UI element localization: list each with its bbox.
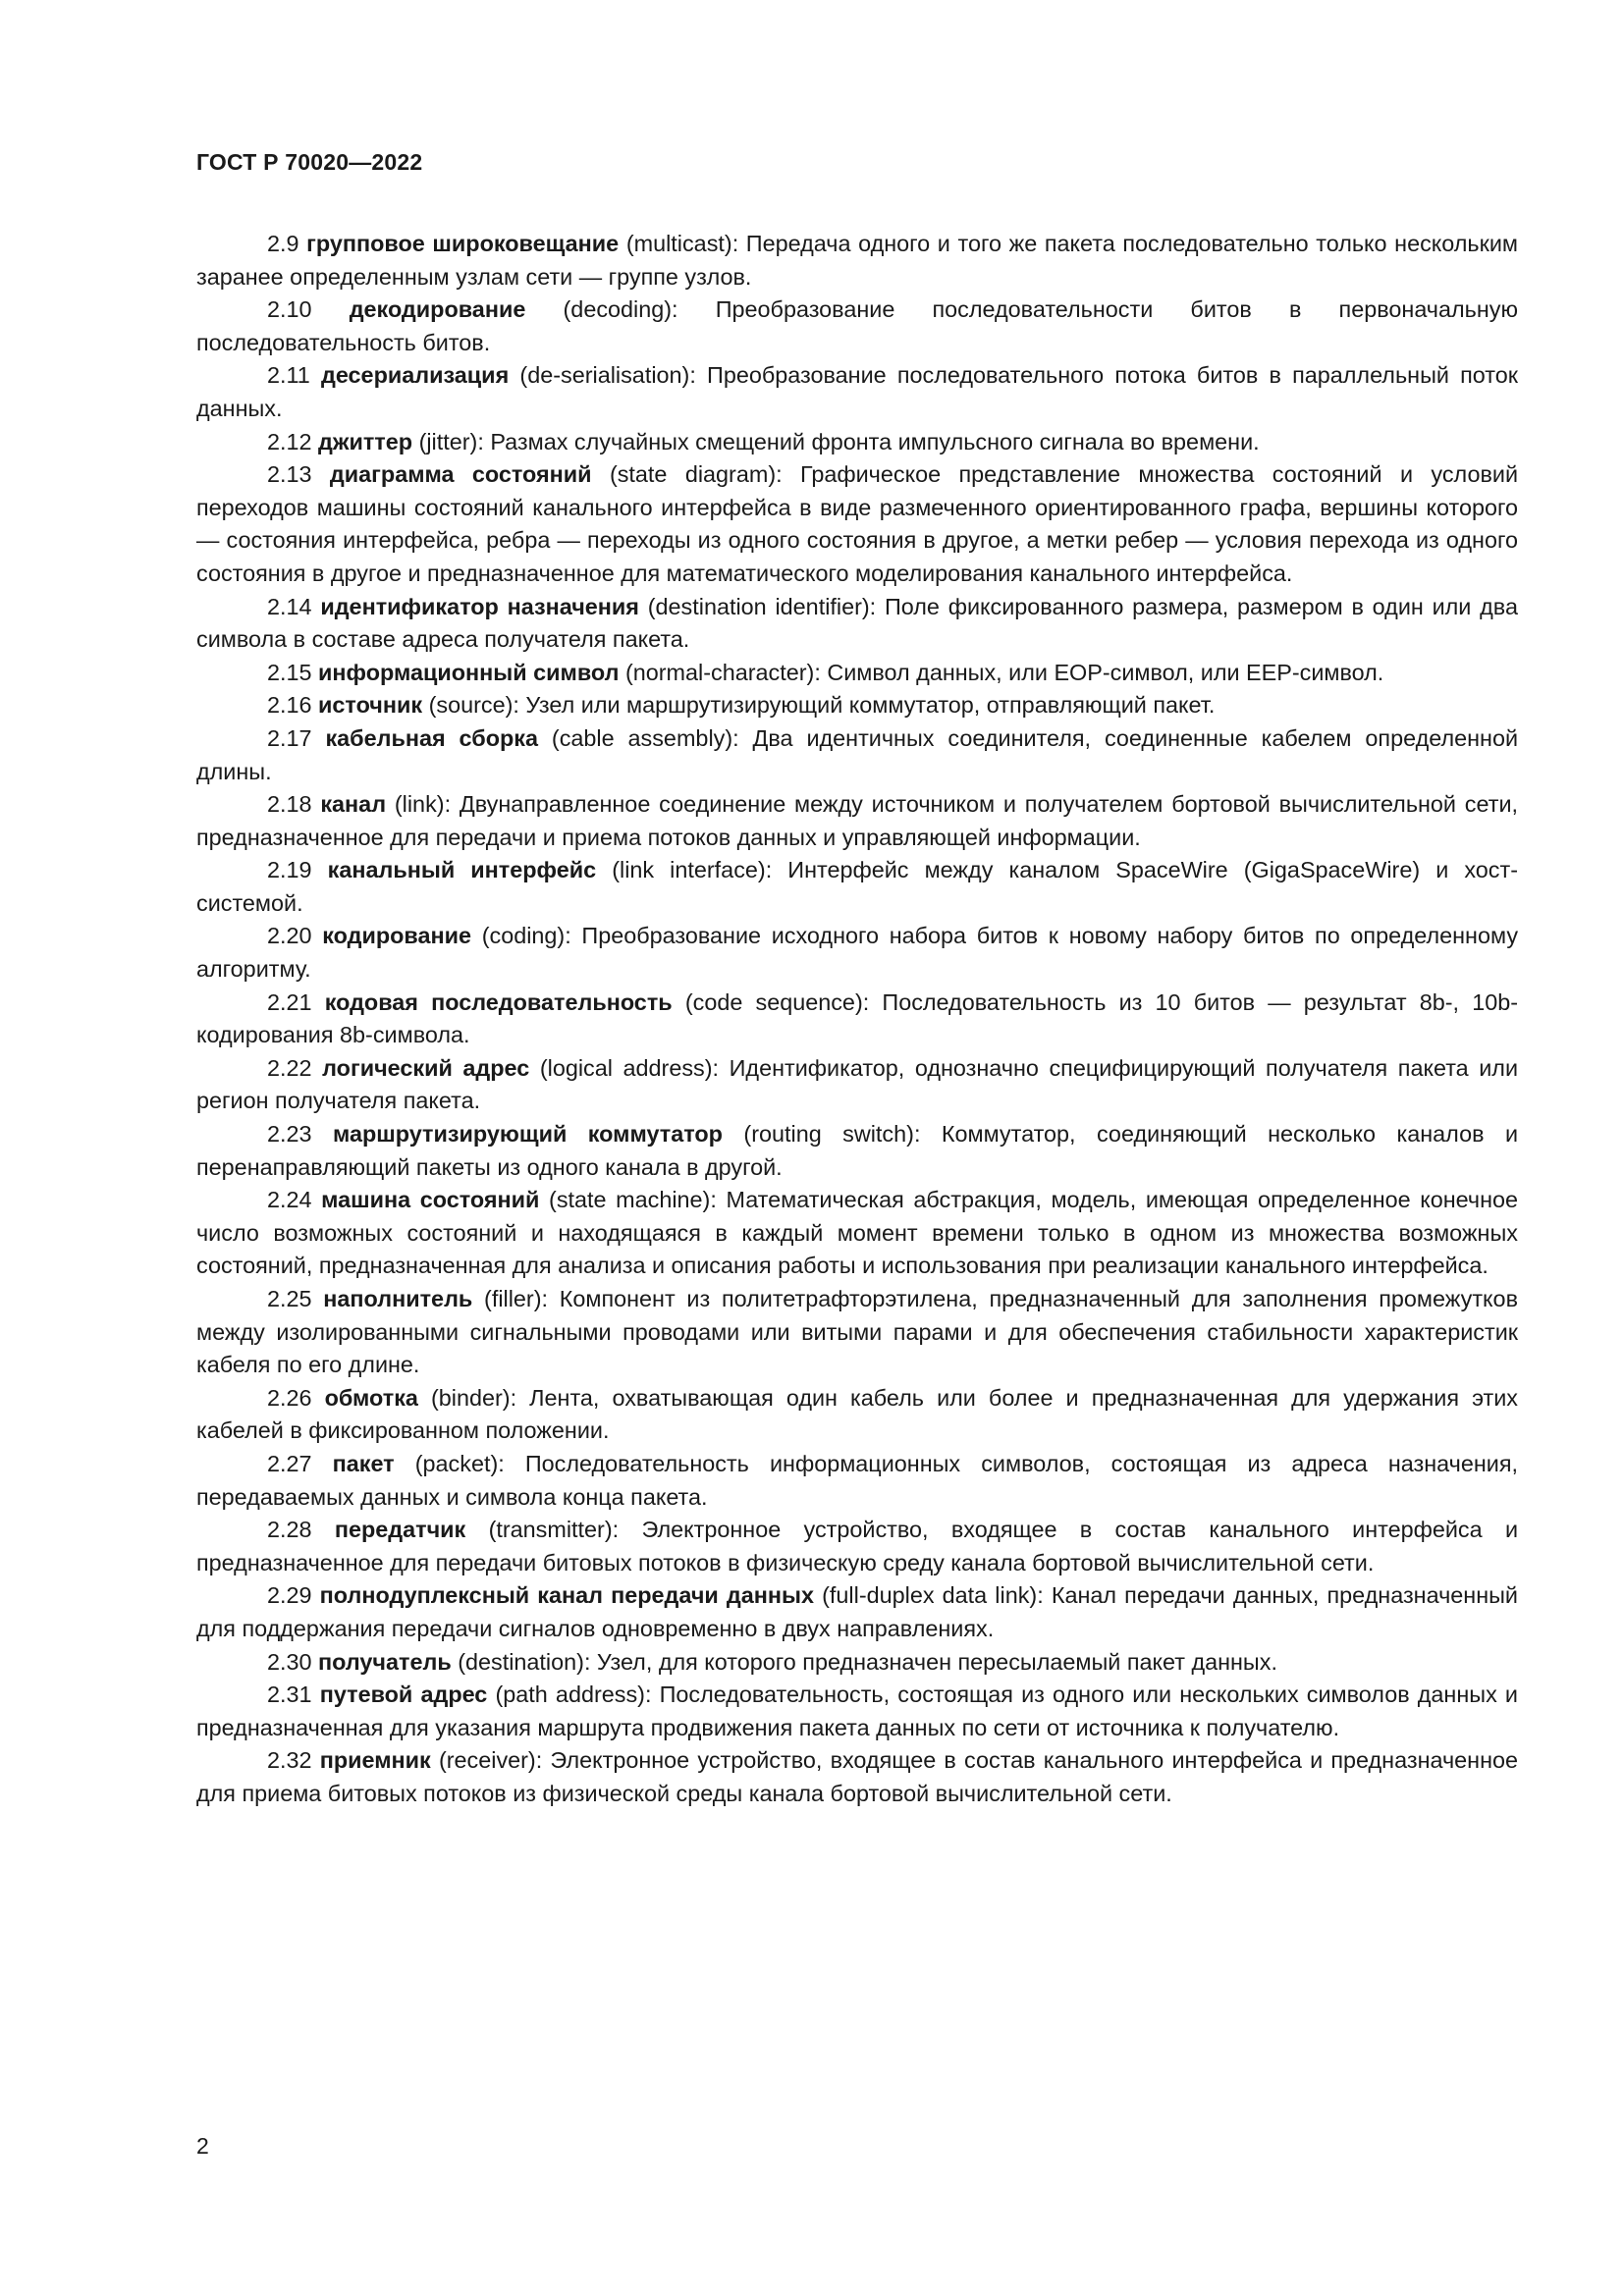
entry-number: 2.25 xyxy=(267,1286,312,1311)
entry-number: 2.24 xyxy=(267,1187,312,1213)
entry-definition: : Преобразование последовательности битов в первоначальную последовательность битов. xyxy=(196,296,1518,355)
entry-number: 2.20 xyxy=(267,923,312,949)
entry-term: джиттер xyxy=(318,428,413,454)
entry-definition: : Размах случайных смещений фронта импульсного сигнала во времени. xyxy=(477,428,1260,454)
entry-number: 2.29 xyxy=(267,1582,312,1609)
entry-definition: : Узел или маршрутизирующий коммутатор, отправляющий пакет. xyxy=(513,692,1216,719)
entry-definition: : Два идентичных соединителя, соединенные кабелем определенной длины. xyxy=(196,724,1519,784)
definition-entry xyxy=(196,1118,1518,1184)
page-header: ГОСТ Р 70020—2022 xyxy=(196,149,423,175)
entry-term: десериализация xyxy=(321,362,510,389)
entry-english-term: (source) xyxy=(428,692,514,719)
entry-term: декодирование xyxy=(349,296,526,323)
entry-english-term: (packet) xyxy=(414,1450,499,1476)
entry-term: кодовая последовательность xyxy=(324,988,673,1015)
entry-english-term: (routing switch) xyxy=(743,1121,914,1148)
entry-number: 2.31 xyxy=(267,1682,312,1708)
entry-english-term: (full-duplex data link) xyxy=(822,1582,1038,1609)
entry-number: 2.19 xyxy=(267,857,312,883)
entry-term: пакет xyxy=(332,1450,395,1476)
entry-english-term: (normal-character) xyxy=(624,659,815,685)
entry-definition: : Графическое представление множества состояний и условий переходов машины состояний канального интерфейса в виде размеченного ориентированного графа, вершины которого — состояния интерфейса, ребра — переходы из одного состояния в другое, а метки ребер — условия перехода из одного состояния в другое и предназначенное для математического моделирования канального интерфейса. xyxy=(196,461,1519,586)
entry-term: источник xyxy=(318,692,423,719)
definition-entry xyxy=(196,359,1518,425)
page-number: 2 xyxy=(196,2133,209,2159)
entry-english-term: (logical address) xyxy=(539,1054,713,1081)
entry-english-term: (state diagram) xyxy=(609,461,777,488)
entry-definition: : Поле фиксированного размера, размером в один или два символа в составе адреса получателя пакета. xyxy=(196,593,1518,653)
entry-number: 2.10 xyxy=(267,296,312,323)
entry-english-term: (link) xyxy=(394,791,445,818)
definition-entry xyxy=(196,854,1518,920)
entry-number: 2.23 xyxy=(267,1121,312,1148)
entry-english-term: (destination) xyxy=(458,1648,584,1675)
definition-entry xyxy=(196,987,1518,1052)
entry-term: идентификатор назначения xyxy=(320,593,639,619)
entry-definition: : Преобразование последовательного потока битов в параллельный поток данных. xyxy=(196,362,1518,421)
entry-term: путевой адрес xyxy=(319,1682,488,1708)
entry-definition: : Лента, охватывающая один кабель или более и предназначенная для удержания этих кабелей в фиксированном положении. xyxy=(196,1384,1518,1444)
entry-number: 2.26 xyxy=(267,1384,312,1411)
entry-english-term: (de-serialisation) xyxy=(519,362,690,389)
definition-entry xyxy=(196,1579,1518,1645)
entry-english-term: (binder) xyxy=(431,1384,511,1411)
entry-definition: : Коммутатор, соединяющий несколько каналов и перенаправляющий пакеты из одного канала в другой. xyxy=(196,1121,1519,1180)
entry-number: 2.22 xyxy=(267,1054,312,1081)
entry-definition: : Компонент из политетрафторэтилена, предназначенный для заполнения промежутков между изолированными сигнальными проводами или витыми парами и для обеспечения стабильности характеристик кабеля по его длине. xyxy=(196,1286,1518,1378)
entry-english-term: (filler) xyxy=(484,1286,542,1311)
entry-number: 2.28 xyxy=(267,1517,312,1543)
entry-term: кодирование xyxy=(322,923,472,949)
entry-definition: : Канал передачи данных, предназначенный для поддержания передачи сигналов одновременно в двух направлениях. xyxy=(196,1582,1518,1641)
entry-number: 2.21 xyxy=(267,988,312,1015)
entry-definition: : Электронное устройство, входящее в состав канального интерфейса и предназначенное для приема битовых потоков из физической среды канала бортовой вычислительной сети. xyxy=(196,1747,1519,1806)
entry-definition: : Электронное устройство, входящее в состав канального интерфейса и предназначенное для передачи битовых потоков в физическую среду канала бортовой вычислительной сети. xyxy=(196,1517,1519,1575)
entry-definition: : Двунаправленное соединение между источником и получателем бортовой вычислительной сети, предназначенное для передачи и приема потоков данных и управляющей информации. xyxy=(196,791,1519,850)
definition-entry xyxy=(196,1448,1518,1514)
entry-definition: : Передача одного и того же пакета последовательно только нескольким заранее определенным узлам сети — группе узлов. xyxy=(196,231,1518,290)
entry-definition: : Преобразование исходного набора битов к новому набору битов по определенному алгоритму. xyxy=(196,923,1519,983)
entry-term: маршрутизирующий коммутатор xyxy=(332,1121,723,1148)
entry-english-term: (destination identifier) xyxy=(647,593,870,619)
definitions-list xyxy=(196,228,1518,1811)
entry-english-term: (transmitter) xyxy=(488,1517,613,1543)
definition-entry xyxy=(196,1679,1518,1744)
entry-definition: : Последовательность из 10 битов — результат 8b-, 10b-кодирования 8b-символа. xyxy=(196,988,1519,1048)
entry-number: 2.27 xyxy=(267,1450,312,1476)
definition-entry xyxy=(196,591,1518,657)
definition-entry xyxy=(196,458,1518,590)
entry-number: 2.14 xyxy=(267,593,312,619)
entry-english-term: (receiver) xyxy=(438,1747,536,1774)
entry-term: полнодуплексный канал передачи данных xyxy=(319,1582,815,1609)
entry-number: 2.32 xyxy=(267,1747,312,1774)
entry-number: 2.17 xyxy=(267,724,312,751)
entry-english-term: (coding) xyxy=(481,923,566,949)
definition-entry xyxy=(196,1052,1518,1118)
definition-entry xyxy=(196,1283,1518,1382)
definition-entry xyxy=(196,689,1518,722)
definition-entry xyxy=(196,657,1518,690)
entry-definition: : Символ данных, или EOP-символ, или EEP-символ. xyxy=(814,659,1384,685)
entry-number: 2.13 xyxy=(267,461,312,488)
entry-number: 2.16 xyxy=(267,692,312,719)
definition-entry xyxy=(196,426,1518,459)
entry-definition: : Идентификатор, однозначно специфицирующий получателя пакета или регион получателя пакета. xyxy=(196,1054,1519,1114)
entry-english-term: (jitter) xyxy=(418,428,478,454)
entry-definition: : Математическая абстракция, модель, имеющая определенное конечное число возможных состояний и находящаяся в каждый момент времени только в одном из множества возможных состояний, предназначенная для анализа и описания работы и использования при реализации канального интерфейса. xyxy=(196,1187,1519,1279)
entry-term: кабельная сборка xyxy=(325,724,538,751)
entry-number: 2.18 xyxy=(267,791,312,818)
entry-term: диаграмма состояний xyxy=(329,461,592,488)
entry-english-term: (link interface) xyxy=(612,857,766,883)
entry-term: групповое широковещание xyxy=(306,231,620,256)
entry-english-term: (cable assembly) xyxy=(551,724,733,751)
definition-entry xyxy=(196,1184,1518,1283)
definition-entry xyxy=(196,228,1518,294)
entry-number: 2.12 xyxy=(267,428,312,454)
entry-term: обмотка xyxy=(324,1384,418,1411)
entry-english-term: (path address) xyxy=(495,1682,645,1708)
definition-entry xyxy=(196,722,1518,788)
entry-definition: : Узел, для которого предназначен пересылаемый пакет данных. xyxy=(583,1648,1277,1675)
entry-definition: : Последовательность информационных символов, состоящая из адреса назначения, передаваемых данных и символа конца пакета. xyxy=(196,1450,1519,1510)
definition-entry xyxy=(196,788,1518,854)
entry-number: 2.30 xyxy=(267,1648,312,1675)
definition-entry xyxy=(196,920,1518,986)
entry-english-term: (state machine) xyxy=(549,1187,711,1213)
entry-term: канал xyxy=(320,791,387,818)
definition-entry xyxy=(196,294,1518,359)
definition-entry xyxy=(196,1514,1518,1579)
entry-definition: : Интерфейс между каналом SpaceWire (GigaSpaceWire) и хост-системой. xyxy=(196,857,1519,916)
entry-term: получатель xyxy=(318,1648,452,1675)
entry-definition: : Последовательность, состоящая из одного или нескольких символов данных и предназначенная для указания маршрута продвижения пакета данных по сети от источника к получателю. xyxy=(196,1682,1518,1740)
entry-term: приемник xyxy=(319,1747,431,1774)
entry-term: канальный интерфейс xyxy=(327,857,597,883)
entry-number: 2.9 xyxy=(267,231,299,256)
entry-term: передатчик xyxy=(334,1517,466,1543)
entry-english-term: (decoding) xyxy=(563,296,673,323)
definition-entry xyxy=(196,1382,1518,1448)
entry-number: 2.11 xyxy=(267,362,310,389)
entry-english-term: (multicast) xyxy=(625,231,732,256)
definition-entry xyxy=(196,1646,1518,1680)
entry-term: машина состояний xyxy=(321,1187,540,1213)
entry-term: наполнитель xyxy=(323,1286,473,1311)
definition-entry xyxy=(196,1744,1518,1810)
entry-term: логический адрес xyxy=(322,1054,530,1081)
entry-english-term: (code sequence) xyxy=(684,988,863,1015)
entry-number: 2.15 xyxy=(267,659,312,685)
entry-term: информационный символ xyxy=(318,659,620,685)
